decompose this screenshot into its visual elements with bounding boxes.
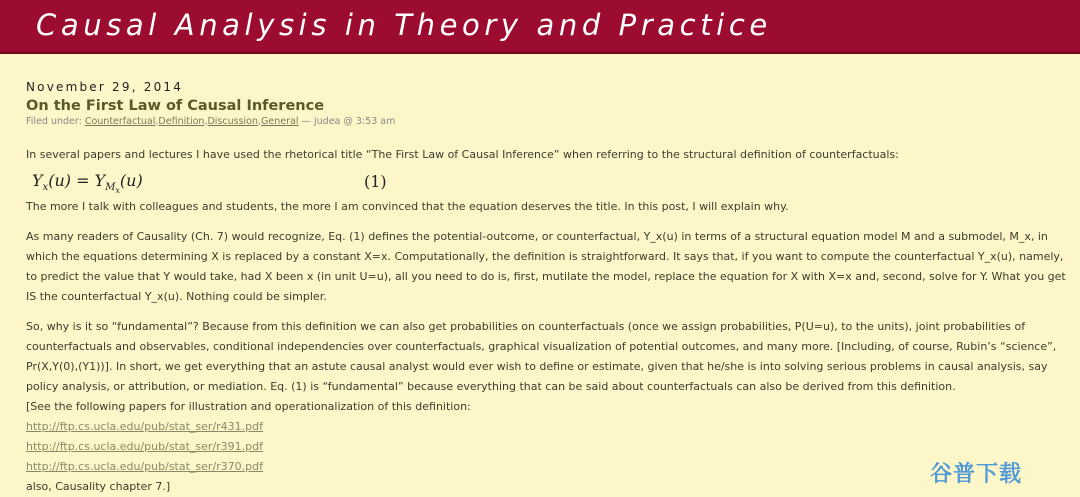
post-title[interactable]: On the First Law of Causal Inference — [26, 98, 325, 114]
equation-number: (1) — [364, 172, 387, 191]
post-date: November 29, 2014 — [26, 80, 184, 94]
paragraph-motivation: The more I talk with colleagues and students, the more I am convinced that the equation deserves the title. In this post, I will explain why. — [26, 200, 789, 213]
paragraph-fundamental: So, why is it so “fundamental”? Because from this definition we can also get probabilities on counterfactuals (once we assign probabilities, P(U=u), to the units), joint probabilities of counterfactuals and observables, conditional independencies over counterfactuals, graphical visualization of potential outcomes, and many more. [Including, of course, Rubin’s “science”, Pr(X,Y(0),(Y1))]. In short, we get everything that an astute causal analyst would ever wish to define or estimate, given that he/she is into solving serious problems in causal analysis, say policy analysis, or attribution, or mediation. Eq. (1) is “fundamental” because everything that can be said about counterfactuals can also be derived from this definition. — [26, 320, 1057, 393]
meta-author-time: — judea @ 3:53 am — [298, 116, 396, 127]
category-link[interactable]: Definition — [158, 116, 205, 127]
paragraph-references: [See the following papers for illustration and operationalization of this definition: — [26, 400, 471, 413]
paper-link-r431[interactable]: http://ftp.cs.ucla.edu/pub/stat_ser/r431.pdf — [26, 420, 264, 433]
category-link[interactable]: Counterfactual — [84, 116, 156, 127]
paragraph-intro: In several papers and lectures I have used the rhetorical title “The First Law of Causal Inference” when referring to the structural definition of counterfactuals: — [26, 148, 899, 161]
category-link[interactable]: Discussion — [207, 116, 258, 127]
equation-row — [26, 167, 1076, 197]
category-link[interactable]: General — [261, 116, 299, 127]
post — [26, 80, 1076, 497]
counterfactual-equation: $Y_x(u) = Y_{M_x}(u)$ — [32, 171, 143, 196]
paragraph-closing: also, Causality chapter 7.] — [26, 480, 171, 493]
blog-title[interactable]: Causal Analysis in Theory and Practice — [36, 8, 772, 42]
post-meta: Filed under: Counterfactual,Definition,Discussion,General — judea @ 3:53 am — [26, 116, 396, 127]
paper-link-r391[interactable]: http://ftp.cs.ucla.edu/pub/stat_ser/r391.pdf — [26, 440, 264, 453]
paper-link-r370[interactable]: http://ftp.cs.ucla.edu/pub/stat_ser/r370.pdf — [26, 460, 264, 473]
meta-prefix: Filed under: — [26, 116, 85, 127]
watermark-logo: 谷普下载 — [929, 462, 1022, 487]
paragraph-definition: As many readers of Causality (Ch. 7) would recognize, Eq. (1) defines the potential-outcome, or counterfactual, Y_x(u) in terms of a structural equation model M and a submodel, M_x, in which the equations determining X is replaced by a constant X=x. Computationally, the definition is straightforward. It says that, if you want to compute the counterfactual Y_x(u), namely, to predict the value that Y would take, had X been x (in unit U=u), all you need to do is, first, mutilate the model, replace the equation for X with X=x and, second, solve for Y. What you get IS the counterfactual Y_x(u). Nothing could be simpler. — [26, 230, 1066, 303]
blog-header — [0, 0, 1080, 54]
